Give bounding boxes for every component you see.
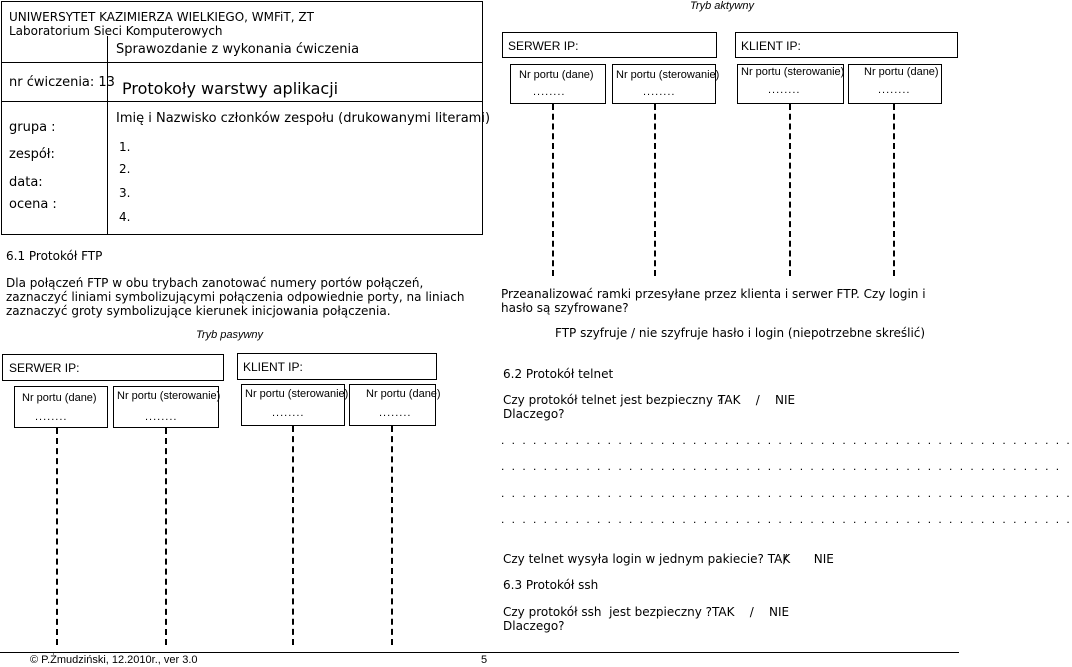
telnet-heading: 6.2 Protokół telnet — [503, 367, 614, 381]
passive-port-label-2: Nr portu (sterowanie) — [117, 390, 221, 402]
footer-copyright: © P.Żmudziński, 12.2010r., ver 3.0 — [30, 654, 198, 666]
footer-page-number: 5 — [481, 654, 488, 666]
passive-client-label: KLIENT IP: — [243, 360, 303, 374]
passive-port-label-3: Nr portu (sterowanie) — [245, 388, 349, 400]
grade-label: ocena : — [9, 197, 57, 212]
passive-lifeline-2 — [165, 428, 167, 645]
passive-port-value-2: ........ — [145, 411, 178, 423]
ftp-heading: 6.1 Protokół FTP — [6, 249, 103, 263]
active-lifeline-3 — [789, 104, 791, 276]
exercise-number: nr ćwiczenia: 13 — [9, 75, 115, 90]
telnet-question-2-options: / NIE — [783, 552, 834, 566]
active-lifeline-2 — [654, 104, 656, 276]
active-lifeline-4 — [893, 104, 895, 276]
member-number-4: 4. — [119, 210, 131, 224]
telnet-answer-line-4[interactable]: . . . . . . . . . . . . . . . . . . . . . . . . . . . . . . . . . . . . . . . . . . . . . . . . . . . . . . — [501, 512, 1072, 526]
ftp-analyze-question: Przeanalizować ramki przesyłane przez klienta i serwer FTP. Czy login i hasło są szyfrowane? — [501, 287, 926, 315]
member-number-2: 2. — [119, 162, 131, 176]
passive-port-value-4: ........ — [379, 407, 412, 419]
passive-port-label-1: Nr portu (dane) — [22, 392, 97, 404]
active-port-value-4: ........ — [878, 84, 911, 96]
telnet-answer-line-2[interactable]: . . . . . . . . . . . . . . . . . . . . . . . . . . . . . . . . . . . . . . . . . . . . . . . . . . . . . — [501, 459, 1062, 473]
active-lifeline-1 — [552, 104, 554, 276]
passive-mode-title: Tryb pasywny — [196, 329, 264, 341]
telnet-why-label: Dlaczego? — [503, 407, 565, 421]
ftp-encrypt-answer: FTP szyfruje / nie szyfruje hasło i login (niepotrzebne skreślić) — [555, 326, 926, 340]
names-label: Imię i Nazwisko członków zespołu (drukowanymi literami) — [116, 111, 491, 126]
active-client-label: KLIENT IP: — [741, 39, 801, 53]
telnet-answer-line-1[interactable]: . . . . . . . . . . . . . . . . . . . . . . . . . . . . . . . . . . . . . . . . . . . . . . . . . . . . . . — [501, 433, 1072, 447]
ssh-question-1: Czy protokół ssh jest bezpieczny ? — [503, 605, 713, 619]
active-port-value-1: ........ — [533, 86, 566, 98]
topic-title: Protokoły warstwy aplikacji — [122, 79, 339, 98]
footer-rule — [0, 652, 959, 653]
report-title: Sprawozdanie z wykonania ćwiczenia — [116, 42, 360, 57]
ftp-instructions: Dla połączeń FTP w obu trybach zanotować numery portów połączeń, zaznaczyć liniami symbolizującymi połączenia odpowiednie porty, na liniach zaznaczyć groty symbolizujące kierunek inicjowania połączenia. — [6, 276, 465, 318]
telnet-question-1-options: TAK / NIE — [718, 393, 796, 407]
active-port-value-3: ........ — [768, 84, 801, 96]
group-label: grupa : — [9, 120, 56, 135]
ssh-heading: 6.3 Protokół ssh — [503, 578, 599, 592]
team-label: zespół: — [9, 147, 55, 162]
ssh-question-1-options: TAK / NIE — [712, 605, 790, 619]
active-port-label-3: Nr portu (sterowanie) — [741, 66, 845, 78]
ssh-why-label: Dlaczego? — [503, 619, 565, 633]
passive-port-value-3: ........ — [272, 407, 305, 419]
telnet-answer-line-3[interactable]: . . . . . . . . . . . . . . . . . . . . . . . . . . . . . . . . . . . . . . . . . . . . . . . . . . . . . . — [501, 486, 1072, 500]
active-port-label-1: Nr portu (dane) — [519, 69, 594, 81]
passive-port-value-1: ........ — [35, 411, 68, 423]
telnet-question-2: Czy telnet wysyła login w jednym pakiecie? TAK — [503, 552, 791, 566]
telnet-question-1: Czy protokół telnet jest bezpieczny ? — [503, 393, 724, 407]
active-server-label: SERWER IP: — [508, 39, 579, 53]
passive-lifeline-3 — [292, 426, 294, 645]
active-mode-title: Tryb aktywny — [690, 0, 754, 12]
passive-port-label-4: Nr portu (dane) — [366, 388, 441, 400]
active-port-label-2: Nr portu (sterowanie) — [616, 69, 720, 81]
passive-lifeline-1 — [56, 428, 58, 645]
passive-lifeline-4 — [391, 426, 393, 645]
member-number-1: 1. — [119, 140, 131, 154]
date-label: data: — [9, 175, 43, 190]
university-name: UNIWERSYTET KAZIMIERZA WIELKIEGO, WMFiT, ZT — [9, 10, 314, 24]
passive-server-label: SERWER IP: — [9, 361, 80, 375]
lab-name: Laboratorium Sieci Komputerowych — [9, 24, 223, 38]
member-number-3: 3. — [119, 186, 131, 200]
active-port-value-2: ........ — [643, 86, 676, 98]
active-port-label-4: Nr portu (dane) — [864, 66, 939, 78]
